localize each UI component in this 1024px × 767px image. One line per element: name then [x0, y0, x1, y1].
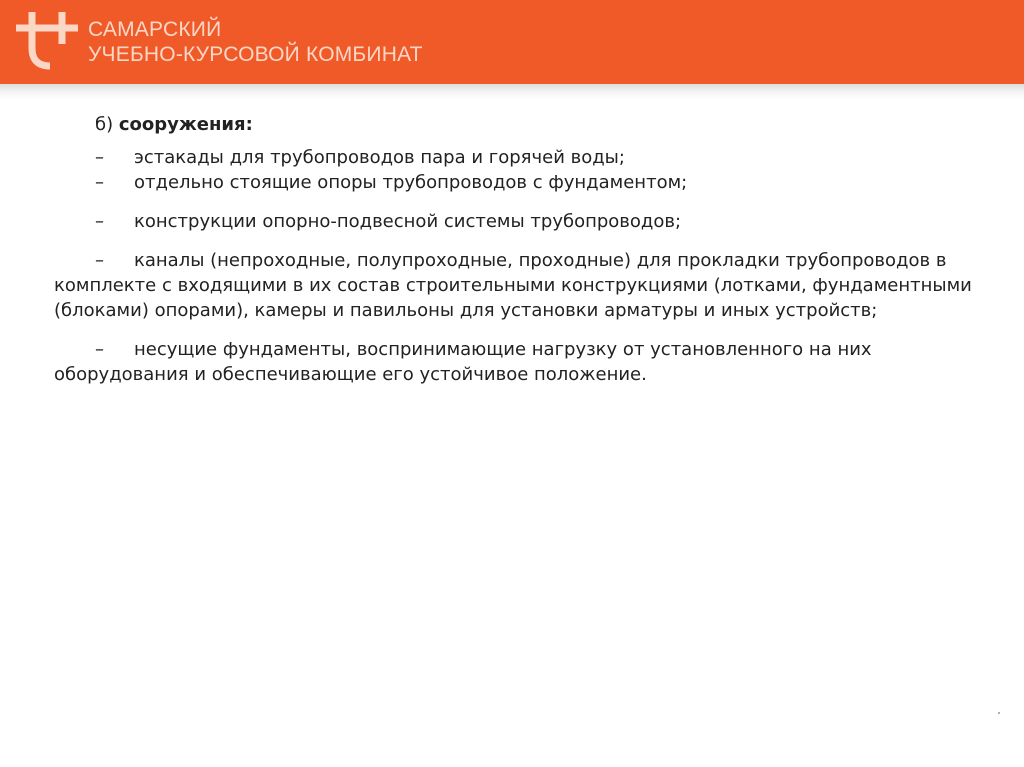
- brand-name: [88, 17, 423, 67]
- item-text: каналы (непроходные, полупроходные, проходные) для прокладки трубопроводов в комплекте с входящими в их состав строительными конструкциями (лотками, фундаментными (блоками) опорами), камеры и павильоны для установки арматуры и иных устройств;: [54, 250, 972, 321]
- header-shadow: [0, 84, 1024, 100]
- item-dash: –: [95, 250, 104, 271]
- list-item: [54, 145, 984, 170]
- heading-prefix: б): [95, 114, 114, 135]
- brand-line-1: САМАРСКИЙ: [88, 18, 222, 41]
- item-text: несущие фундаменты, воспринимающие нагрузку от установленного на них оборудования и обеспечивающие его устойчивое положение.: [54, 339, 872, 385]
- brand-line-2: УЧЕБНО-КУРСОВОЙ КОМБИНАТ: [88, 43, 423, 66]
- heading-title: сооружения:: [118, 114, 253, 135]
- list-item: [54, 248, 984, 323]
- item-dash: –: [95, 211, 104, 232]
- list-item: [54, 337, 984, 387]
- slide-marker-dot: [998, 712, 1000, 714]
- list-item: [54, 170, 984, 195]
- t-plus-logo-icon: [14, 10, 78, 70]
- list-item: [54, 209, 984, 234]
- item-text: отдельно стоящие опоры трубопроводов с фундаментом;: [134, 172, 688, 193]
- item-dash: –: [95, 339, 104, 360]
- section-heading: [54, 112, 984, 137]
- item-dash: –: [95, 172, 104, 193]
- item-text: конструкции опорно-подвесной системы трубопроводов;: [134, 211, 682, 232]
- item-text: эстакады для трубопроводов пара и горячей воды;: [134, 147, 625, 168]
- header-bar: [0, 0, 1024, 84]
- item-dash: –: [95, 147, 104, 168]
- slide-content: [54, 112, 984, 387]
